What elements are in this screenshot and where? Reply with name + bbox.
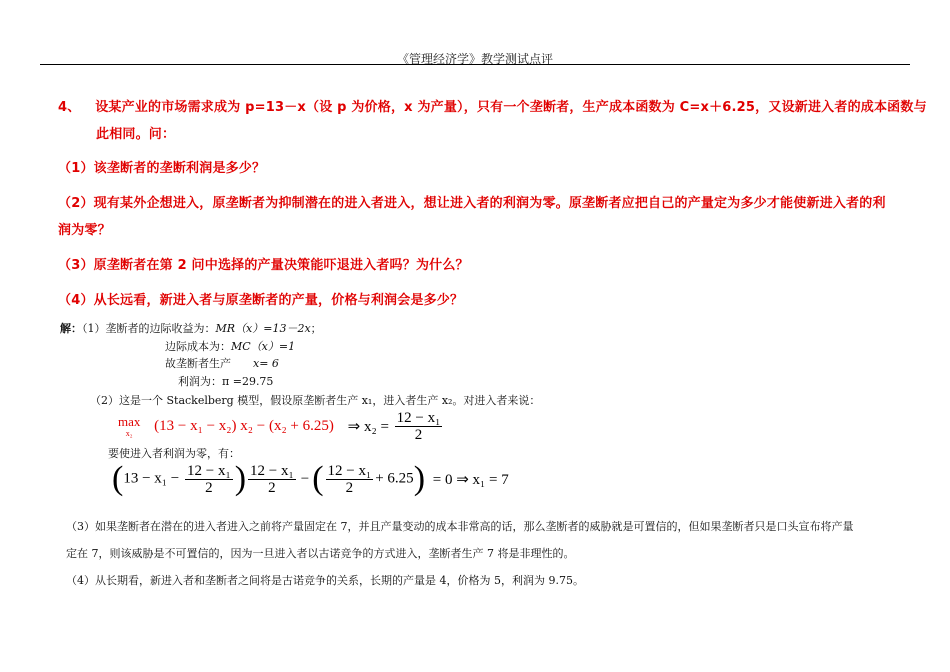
- max-operator: max x₂: [118, 414, 141, 438]
- answer-part-2-zero-condition: 要使进入者利润为零，有：: [108, 447, 240, 460]
- question-intro-line1: 设某产业的市场需求成为 p=13－x（设 p 为价格，x 为产量），只有一个垄断者，生产成本函数为 C=x＋6.25，又设新进入者的成本函数与: [95, 100, 927, 115]
- answer-part-1-output: 故垄断者生产 x= 6: [165, 357, 279, 370]
- answer-part-1-mr: 解：（1）垄断者的边际收益为：MR（x）=13－2x；: [60, 322, 322, 335]
- best-response-arrow: ⇒ x₂ =: [347, 419, 389, 435]
- zero-profit-result: = 0 ⇒ x₁ = 7: [432, 471, 509, 488]
- equation-zero-profit: (13 − x₁ − $\frac{\text{12 − x₁}}{2}$ ) $\frac{\text{12 − x₁}}{2}$ −( $\frac{\text{12 − x₁}}{2}$ + 6.25) = 0 ⇒ x₁ = 7: [112, 460, 509, 497]
- answer-part-2-intro: （2）这是一个 Stackelberg 模型，假设原垄断者生产 x₁，进入者生产 x₂。对进入者来说：: [90, 394, 541, 407]
- answer-part-1-mc: 边际成本为：MC（x）=1: [165, 340, 296, 353]
- question-part-2-line2: 润为零？: [58, 223, 111, 238]
- question-intro: [58, 96, 927, 115]
- header-rule: [40, 64, 910, 65]
- answer-part-4: （4）从长期看，新进入者和垄断者之间将是古诺竞争的关系，长期的产量是 4，价格为 5，利润为 9.75。: [66, 574, 584, 587]
- question-part-1: （1）该垄断者的垄断利润是多少？: [58, 161, 266, 176]
- answer-part-3-line1: （3）如果垄断者在潜在的进入者进入之前将产量固定在 7，并且产量变动的成本非常高的话，那么垄断者的威胁就是可置信的，但如果垄断者只是口头宣布将产量: [66, 520, 854, 533]
- best-response-fraction: $\frac{\text{12 − x₁}}{2}$: [396, 410, 441, 443]
- page-header: 《管理经济学》教学测试点评: [396, 52, 553, 66]
- question-intro-line2: 此相同。问：: [96, 127, 176, 142]
- equation-max-entrant: [118, 410, 444, 443]
- profit-value: π =29.75: [222, 375, 274, 388]
- question-part-3: （3）原垄断者在第 2 问中选择的产量决策能吓退进入者吗？为什么？: [58, 258, 469, 273]
- question-part-4: （4）从长远看，新进入者与原垄断者的产量，价格与利润会是多少？: [58, 293, 464, 308]
- entrant-profit-expression: (13 − x₁ − x₂) x₂ − (x₂ + 6.25): [154, 418, 334, 434]
- zero-profit-fraction-1: $\frac{\text{12 − x₁}}{2}$: [186, 462, 231, 496]
- output-value: x= 6: [253, 357, 279, 370]
- zero-profit-fraction-2: $\frac{\text{12 − x₁}}{2}$: [250, 462, 294, 496]
- answer-part-1-profit: 利润为：π =29.75: [178, 375, 274, 388]
- answer-part-3-line2: 定在 7，则该威胁是不可置信的，因为一旦进入者以古诺竞争的方式进入，垄断者生产 7 将是非理性的。: [66, 547, 575, 560]
- question-part-2-line1: （2）现有某外企想进入，原垄断者为抑制潜在的进入者进入，想让进入者的利润为零。原垄断者应把自己的产量定为多少才能使新进入者的利: [58, 196, 886, 211]
- question-number: 4、: [58, 100, 81, 115]
- mc-formula: MC（x）=1: [231, 340, 296, 353]
- mr-formula: MR（x）=13－2x: [215, 322, 311, 335]
- zero-profit-fraction-3: $\frac{\text{12 − x₁}}{2}$: [327, 462, 372, 496]
- answer-label: 解：: [60, 322, 82, 335]
